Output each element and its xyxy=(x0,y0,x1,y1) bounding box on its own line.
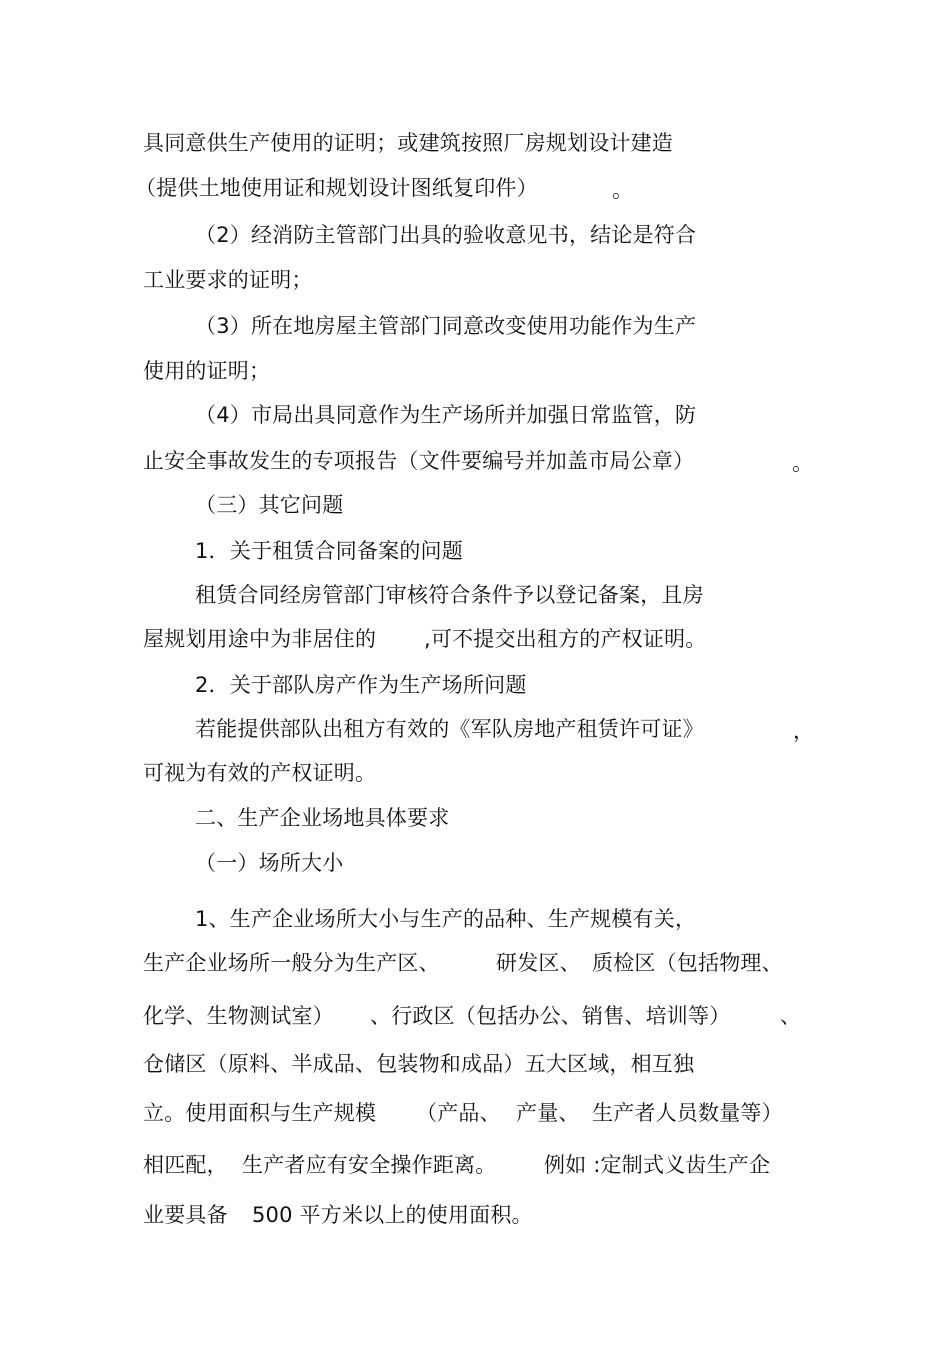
text-line: （2）经消防主管部门出具的验收意见书，结论是符合 xyxy=(195,223,697,247)
text-line: 。 xyxy=(612,178,634,202)
text-line: 生产者人员数量等） xyxy=(592,1101,783,1125)
text-line: 质检区（包括物理、 xyxy=(592,951,783,975)
text-line: 相匹配， xyxy=(143,1153,228,1177)
text-line: （4）市局出具同意作为生产场所并加强日常监管，防 xyxy=(195,403,697,427)
section-heading: （三）其它问题 xyxy=(195,493,344,517)
text-line: 、 xyxy=(780,1004,802,1028)
text-line: 业要具备 xyxy=(143,1203,228,1227)
text-line: 使用的证明； xyxy=(143,359,271,383)
text-line: 化学、生物测试室） xyxy=(143,1004,334,1028)
text-line: 工业要求的证明； xyxy=(143,268,313,292)
text-line: 可视为有效的产权证明。 xyxy=(143,761,377,785)
text-line: 生产企业场所一般分为生产区、 xyxy=(143,951,440,975)
text-line: 500 平方米以上的使用面积。 xyxy=(252,1203,533,1227)
text-line: 若能提供部队出租方有效的《军队房地产租赁许可证》 xyxy=(195,717,704,741)
text-line: （3）所在地房屋主管部门同意改变使用功能作为生产 xyxy=(195,314,697,338)
text-line: 1、生产企业场所大小与生产的品种、生产规模有关， xyxy=(195,907,697,931)
text-line: 租赁合同经房管部门审核符合条件予以登记备案，且房 xyxy=(195,583,704,607)
text-line: 屋规划用途中为非居住的 xyxy=(143,627,377,651)
text-line: 研发区、 xyxy=(496,951,581,975)
text-line: 止安全事故发生的专项报告（文件要编号并加盖市局公章） xyxy=(143,449,695,473)
text-line: 立。使用面积与生产规模 xyxy=(143,1101,377,1125)
text-line: 、行政区（包括办公、销售、培训等） xyxy=(370,1004,731,1028)
section-heading: （一）场所大小 xyxy=(195,851,344,875)
text-line: 。 xyxy=(792,451,814,475)
item-heading: 2．关于部队房产作为生产场所问题 xyxy=(195,673,527,697)
text-line: （产品、 xyxy=(416,1101,501,1125)
item-heading: 1．关于租赁合同备案的问题 xyxy=(195,539,463,563)
text-line: （提供土地使用证和规划设计图纸复印件） xyxy=(135,176,538,200)
text-line: 仓储区（原料、半成品、包装物和成品）五大区域，相互独 xyxy=(143,1052,695,1076)
section-heading: 二、生产企业场地具体要求 xyxy=(195,806,450,830)
text-line: 产量、 xyxy=(516,1101,580,1125)
text-line: 生产者应有安全操作距离。 xyxy=(242,1153,497,1177)
text-line: ,可不提交出租方的产权证明。 xyxy=(424,627,707,651)
text-line: ， xyxy=(793,719,815,743)
text-line: 具同意供生产使用的证明；或建筑按照厂房规划设计建造 xyxy=(143,131,673,155)
text-line: 例如 :定制式义齿生产企 xyxy=(544,1153,771,1177)
